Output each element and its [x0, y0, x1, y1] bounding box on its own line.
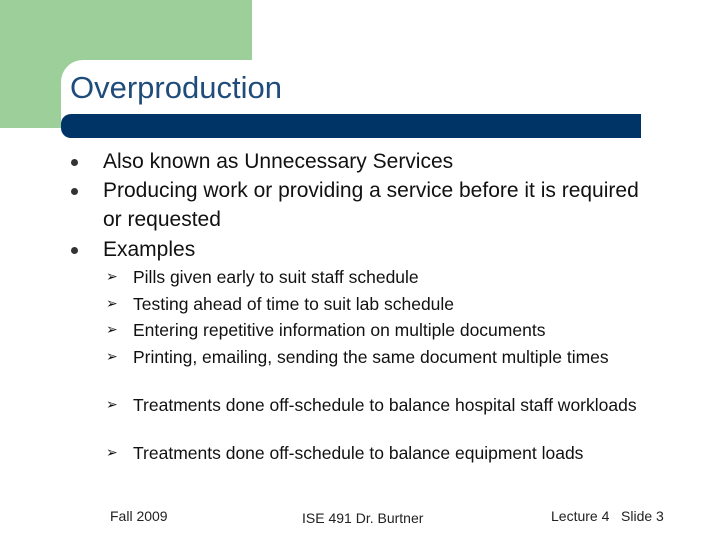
arrow-bullet-icon: ➢: [106, 349, 118, 365]
footer-date: Fall 2009: [110, 508, 168, 524]
arrow-bullet-icon: ➢: [106, 322, 118, 338]
bullet-item: [103, 147, 643, 176]
arrow-bullet-icon: ➢: [106, 397, 118, 413]
arrow-bullet-icon: ➢: [106, 269, 118, 285]
sub-bullet-item: [106, 318, 663, 342]
slide-title: Overproduction: [70, 70, 282, 105]
arrow-bullet-icon: ➢: [106, 296, 118, 312]
footer-slide-number: Lecture 4 Slide 3: [551, 508, 664, 524]
sub-bullet-text: Printing, emailing, sending the same document multiple times: [133, 347, 609, 367]
sub-bullet-text: Testing ahead of time to suit lab schedule: [133, 294, 455, 314]
title-underline-bar: [61, 114, 641, 138]
sub-bullet-text: Entering repetitive information on multiple documents: [133, 320, 546, 340]
circle-bullet-icon: [71, 159, 78, 166]
sub-bullet-item: [106, 265, 663, 289]
bullet-item: [103, 235, 643, 264]
bullet-text: Also known as Unnecessary Services: [103, 150, 454, 173]
bullet-item: [103, 176, 643, 234]
sub-bullet-item: [106, 441, 663, 465]
sub-bullet-text: Treatments done off-schedule to balance hospital staff workloads: [133, 395, 637, 415]
sub-bullet-item: [106, 345, 663, 369]
bullet-text: Examples: [103, 238, 196, 261]
sub-bullet-text: Pills given early to suit staff schedule: [133, 267, 419, 287]
footer-course: ISE 491 Dr. Burtner: [302, 510, 424, 526]
sub-bullet-item: [106, 292, 663, 316]
circle-bullet-icon: [71, 247, 78, 254]
circle-bullet-icon: [71, 188, 78, 195]
sub-bullet-text: Treatments done off-schedule to balance equipment loads: [133, 443, 584, 463]
arrow-bullet-icon: ➢: [106, 445, 118, 461]
sub-bullet-item: [106, 393, 663, 417]
bullet-text: Producing work or providing a service before it is required or requested: [103, 179, 639, 231]
